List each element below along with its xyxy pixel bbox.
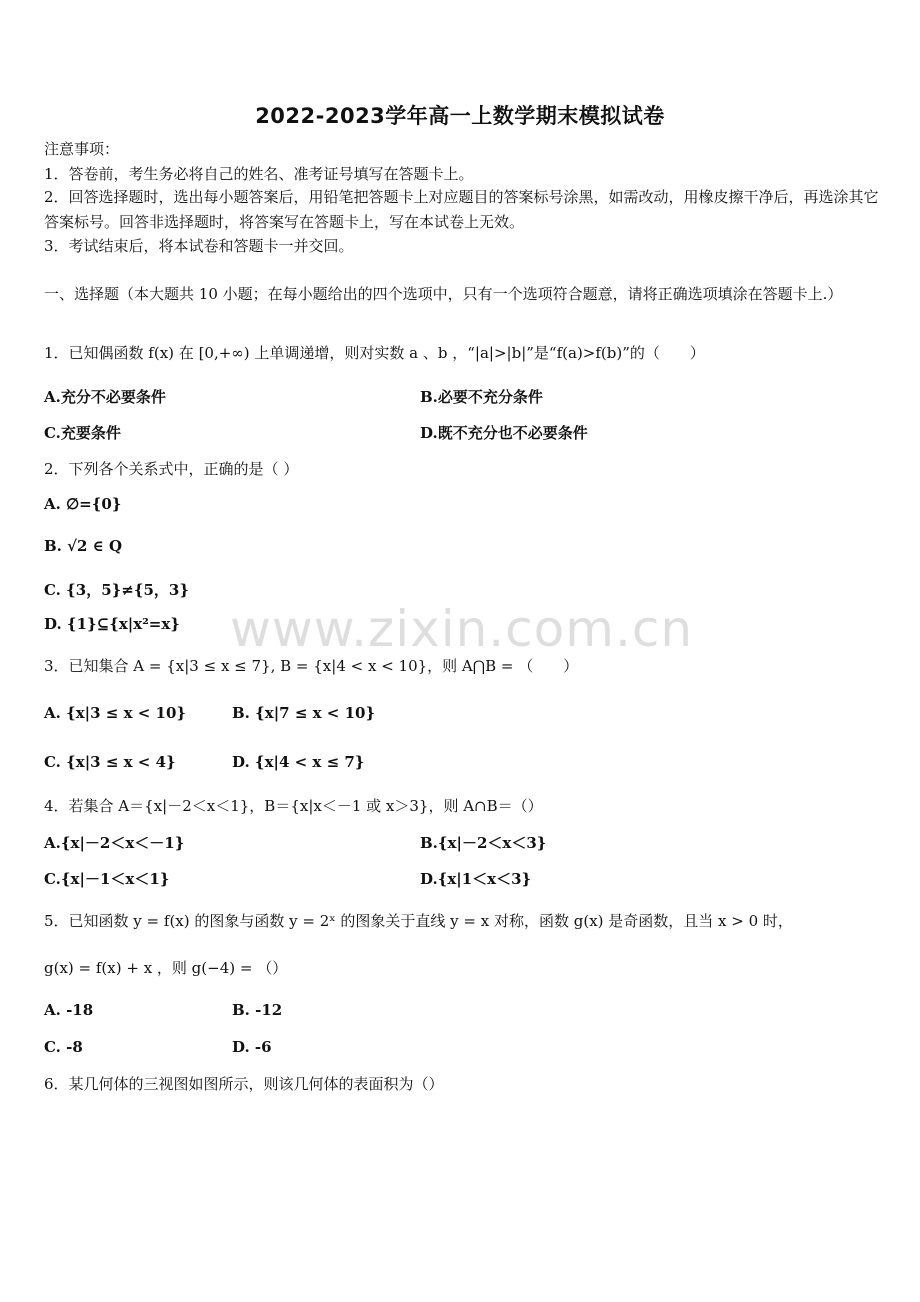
question-3-option-c: C. {x|3 ≤ x < 4} — [44, 753, 176, 771]
question-2-option-c: C. {3，5}≠{5，3} — [44, 581, 190, 599]
question-4-option-d: D.{x|1＜x＜3} — [420, 870, 532, 888]
question-6-stem: 6．某几何体的三视图如图所示，则该几何体的表面积为（） — [44, 1075, 444, 1093]
question-1-option-b: B.必要不充分条件 — [420, 388, 543, 406]
question-3-stem: 3．已知集合 A = {x|3 ≤ x ≤ 7}, B = {x|4 < x < 10}，则 A⋂B = （ ） — [44, 657, 579, 675]
question-5-stem-line-1: 5．已知函数 y = f(x) 的图象与函数 y = 2ˣ 的图象关于直线 y = x 对称，函数 g(x) 是奇函数，且当 x > 0 时， — [44, 912, 793, 930]
question-1-option-d: D.既不充分也不必要条件 — [420, 424, 588, 442]
question-3-option-a: A. {x|3 ≤ x < 10} — [44, 704, 187, 722]
question-5-option-c: C. -8 — [44, 1038, 83, 1056]
question-1-stem: 1．已知偶函数 f(x) 在 [0,+∞) 上单调递增，则对实数 a 、b ，“|a|>|b|”是“f(a)>f(b)”的（ ） — [44, 344, 705, 362]
notice-heading: 注意事项： — [44, 140, 120, 158]
question-2-option-a: A. ∅={0} — [44, 495, 122, 513]
notice-item-1: 1．答卷前，考生务必将自己的姓名、准考证号填写在答题卡上。 — [44, 165, 474, 183]
section-heading: 一、选择题（本大题共 10 小题；在每小题给出的四个选项中，只有一个选项符合题意，请将正确选项填涂在答题卡上.） — [44, 285, 843, 303]
question-5-stem-line-2: g(x) = f(x) + x ，则 g(−4) = （） — [44, 959, 288, 977]
question-5-option-b: B. -12 — [232, 1001, 283, 1019]
question-2-option-d: D. {1}⊆{x|x²=x} — [44, 615, 180, 633]
question-3-option-d: D. {x|4 < x ≤ 7} — [232, 753, 365, 771]
question-3-option-b: B. {x|7 ≤ x < 10} — [232, 704, 376, 722]
question-1-option-c: C.充要条件 — [44, 424, 121, 442]
question-4-option-a: A.{x|－2＜x＜－1} — [44, 834, 185, 852]
watermark: www.zixin.com.cn — [230, 600, 694, 658]
question-5-option-d: D. -6 — [232, 1038, 272, 1056]
question-1-option-a: A.充分不必要条件 — [44, 388, 166, 406]
page-title: 2022-2023学年高一上数学期末模拟试卷 — [255, 104, 665, 128]
question-4-stem: 4．若集合 A＝{x|－2＜x＜1}，B＝{x|x＜－1 或 x＞3}，则 A∩B＝（） — [44, 797, 543, 815]
question-4-option-b: B.{x|－2＜x＜3} — [420, 834, 547, 852]
notice-item-3: 3．考试结束后，将本试卷和答题卡一并交回。 — [44, 237, 354, 255]
question-2-stem: 2．下列各个关系式中，正确的是（ ） — [44, 460, 299, 478]
question-5-option-a: A. -18 — [44, 1001, 94, 1019]
question-4-option-c: C.{x|－1＜x＜1} — [44, 870, 170, 888]
notice-item-2: 2．回答选择题时，选出每小题答案后，用铅笔把答题卡上对应题目的答案标号涂黑，如需改动，用橡皮擦干净后，再选涂其它答案标号。回答非选择题时，将答案写在答题卡上，写在本试卷上无效。 — [44, 188, 879, 231]
question-2-option-b: B. √2 ∈ Q — [44, 537, 123, 555]
